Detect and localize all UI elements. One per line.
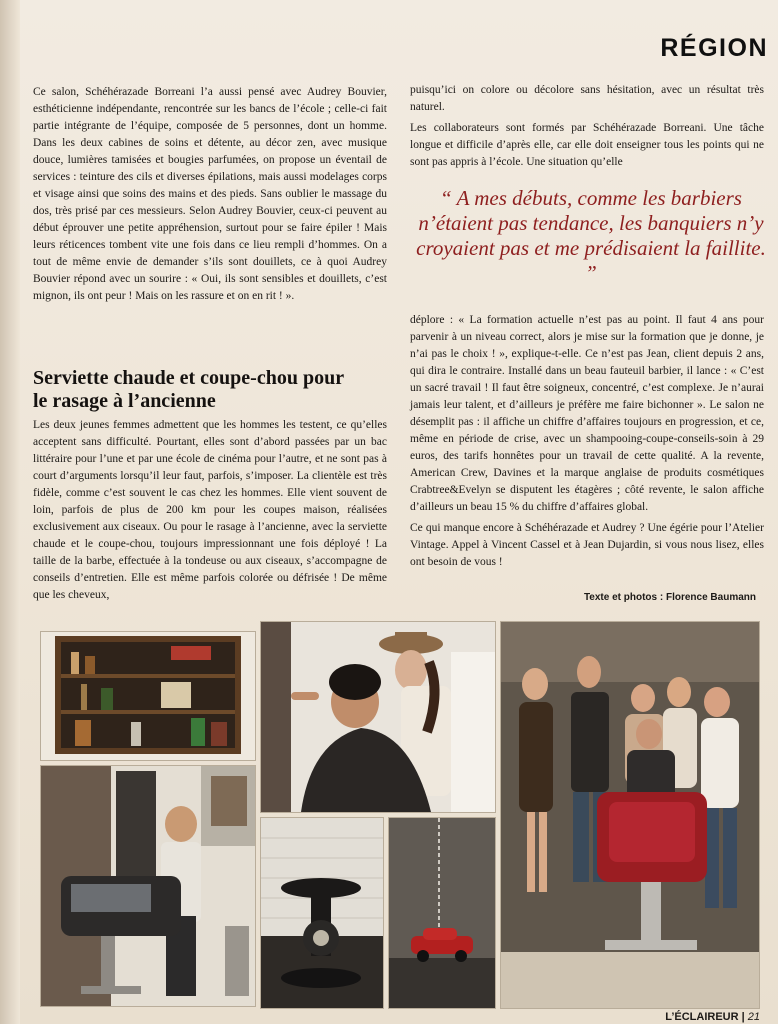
- photo-red-car: [388, 817, 496, 1009]
- photo-telephone-graphic: [261, 818, 383, 1008]
- footer-separator: |: [741, 1011, 748, 1023]
- page-number: 21: [747, 1011, 760, 1023]
- photo-client-graphic: [261, 622, 495, 812]
- pull-quote: “ A mes débuts, comme les barbiers n’étaient pas tendance, les banquiers n’y croyaient pas et me prédisaient la faillite. ”: [416, 186, 766, 285]
- photo-barber-shave: [40, 765, 256, 1007]
- photo-team-group: [500, 621, 760, 1009]
- article-column-left-2: [33, 417, 387, 608]
- paragraph: Les collaborateurs sont formés par Schéhérazade Borreani. Une tâche longue et difficile d’après elle, car elle doit enseigner tous les points qui ne sont pas appris à l’école. Une situation qu’elle: [410, 122, 764, 168]
- paragraph: puisqu’ici on colore ou décolore sans hésitation, avec un résultat très naturel.: [410, 84, 764, 113]
- paragraph: Les deux jeunes femmes admettent que les hommes les testent, ce qu’elles acceptent sans difficulté. Pourtant, elles sont d’abord passées par un bac littéraire pour l’une et par une école de cinéma pour l’autre, et ne sont pas à court d’arguments lorsqu’il leur faut, parfois, s’imposer. La clientèle est très fidèle, comme c’est souvent le cas chez les hommes. Elle vient souvent de loin, parfois de plus de 200 km pour les coupes maison, réalisées exclusivement aux ciseaux. Ou pour le rasage à l’ancienne, avec la serviette chaude et le coupe-chou, toujours impressionnant une fois déployé ! La taille de la barbe, effectuée à la tondeuse ou aux ciseaux, s’accompagne de conseils d’entretien. Elle est même parfois colorée ou défrisée ! De même que les cheveux,: [33, 419, 387, 601]
- magazine-name: L’ÉCLAIREUR: [665, 1011, 739, 1023]
- binding-shadow: [0, 0, 20, 1024]
- paragraph: Ce qui manque encore à Schéhérazade et Audrey ? Une égérie pour l’Atelier Vintage. Appel à Vincent Cassel et à Jean Dujardin, si vous nous lisez, elles ont besoin de vous !: [410, 522, 764, 568]
- paragraph: déplore : « La formation actuelle n’est pas au point. Il faut 4 ans pour parvenir à un niveau correct, alors je mise sur la formation que je donne, je n’ai pas le choix ! », explique-t-elle. Ce n’est pas Jean, client depuis 2 ans, qui dira le contraire. Installé dans un beau fauteuil barbier, il lance : « C’est un sacré travail ! Il faut être soigneux, concentré, c’est complexe. Je n’aurai jamais leur talent, et d’ailleurs je préfère me faire bichonner ». Le salon ne désemplit pas : il affiche un chiffre d’affaires toujours en progression, et ce, même en période de crise, avec un shampooing-coupe-conseils-soin à 29 euros, des tarifs honnêtes pour un travail de cette qualité. A la revente, American Crew, Davines et la marque anglaise de produits cosmétiques Crabtree&Evelyn se disputent les étagères ; côté revente, le salon affiche d’ailleurs un beau 15 % du chiffre d’affaires global.: [410, 314, 764, 513]
- photo-telephone: [260, 817, 384, 1009]
- photo-credit: Texte et photos : Florence Baumann: [583, 592, 756, 603]
- photo-team-graphic: [501, 622, 759, 1008]
- photo-client-hairdresser: [260, 621, 496, 813]
- photo-red-car-graphic: [389, 818, 495, 1008]
- article-column-right-2: [410, 312, 764, 575]
- photo-shelf-graphic: [41, 632, 255, 760]
- paragraph: Ce salon, Schéhérazade Borreani l’a aussi pensé avec Audrey Bouvier, esthéticienne indépendante, rencontrée sur les bancs de l’école ; celle-ci fait partie intégrante de l’équipe, composée de 5 personnes, dont un homme. Dans les deux cabines de soins et détente, au décor zen, avec musique douce, lumières tamisées et bougies parfumées, on propose un éventail de services : teinture des cils et diverses épilations, mais aussi modelages corps et visage ainsi que soins des mains et des pieds. Sans oublier le massage du dos, très prisé par ces messieurs. Selon Audrey Bouvier, ceux-ci peuvent au début éprouver une petite appréhension, surtout pour se faire épiler ! Mais leurs réticences tombent vite une fois dans ce lieu rempli d’hommes. On a tout de même envie de demander s’ils sont douillets, ce à quoi Audrey Bouvier répond avec un sourire : « Oui, ils sont sensibles et douillets, c’est mignon, ils ont peur ! Mais on les rassure et on en rit ! ».: [33, 86, 387, 302]
- photo-shelf-display: [40, 631, 256, 761]
- photo-barber-graphic: [41, 766, 255, 1006]
- section-label: RÉGION: [660, 34, 768, 62]
- page-footer: [665, 1011, 760, 1023]
- article-column-right: [410, 82, 764, 175]
- article-column-left: [33, 84, 387, 309]
- article-subheading: Serviette chaude et coupe-chou pour le rasage à l’ancienne: [33, 367, 344, 412]
